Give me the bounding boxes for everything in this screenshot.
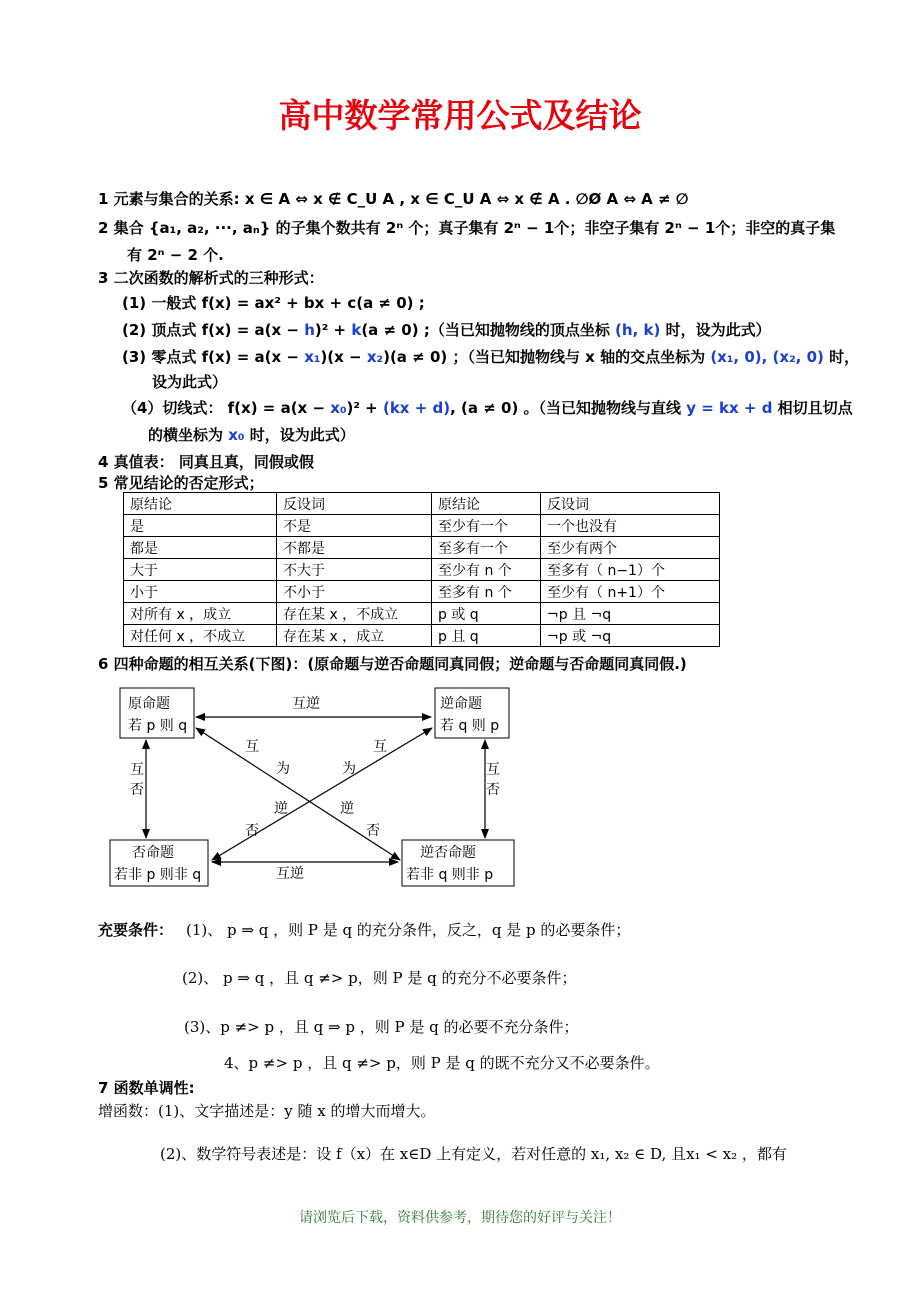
item-2-cont: 有 2ⁿ − 2 个. — [127, 246, 224, 264]
table-cell: 不是 — [277, 515, 432, 537]
label-left-1: 互 — [130, 762, 144, 778]
table-cell: 至少有 n 个 — [432, 559, 541, 581]
label-diag-7: 逆 — [340, 801, 354, 817]
box-converse-title: 逆命题 — [440, 696, 482, 712]
box-original-text: 若 p 则 q — [128, 718, 188, 734]
table-row — [124, 537, 720, 559]
table-cell: 不都是 — [277, 537, 432, 559]
item-3-4: （4）切线式： f(x) = a(x − x₀)² + (kx + d), (a ≠ 0) 。（当已知抛物线与直线 y = kx + d 相切且切点 — [122, 399, 853, 417]
table-cell: 至少有（ n+1）个 — [541, 581, 720, 603]
table-cell: 至多有 n 个 — [432, 581, 541, 603]
item-3-2: (2) 顶点式 f(x) = a(x − h)² + k(a ≠ 0) ;（当已知抛物线的顶点坐标 (h, k) 时，设为此式） — [122, 321, 771, 339]
negation-table — [123, 492, 720, 647]
table-cell: 不小于 — [277, 581, 432, 603]
arrow-diagonal-1 — [196, 728, 400, 860]
label-diag-1: 互 — [245, 739, 259, 755]
item-2: 2 集合 {a₁, a₂, ···, aₙ} 的子集个数共有 2ⁿ 个；真子集有 2ⁿ − 1个；非空子集有 2ⁿ − 1个；非空的真子集 — [98, 219, 836, 237]
table-cell: 不大于 — [277, 559, 432, 581]
item-3: 3 二次函数的解析式的三种形式： — [98, 269, 324, 287]
table-row — [124, 625, 720, 647]
label-diag-3: 逆 — [274, 801, 288, 817]
table-row — [124, 515, 720, 537]
table-cell: ¬p 且 ¬q — [541, 603, 720, 625]
table-cell: 至少有两个 — [541, 537, 720, 559]
table-cell: p 或 q — [432, 603, 541, 625]
box-converse-text: 若 q 则 p — [440, 718, 500, 734]
table-cell: 至多有一个 — [432, 537, 541, 559]
label-diag-4: 否 — [245, 823, 259, 839]
condition-3: (3)、p ≠> p ，且 q ⇒ p ，则 P 是 q 的必要不充分条件； — [184, 1018, 579, 1036]
four-propositions-diagram — [100, 680, 530, 895]
box-inverse-title: 否命题 — [132, 845, 174, 861]
table-row — [124, 559, 720, 581]
table-cell: 原结论 — [124, 493, 277, 515]
condition-2: (2)、 p ⇒ q ，且 q ≠> p，则 P 是 q 的充分不必要条件； — [182, 969, 577, 987]
table-row — [124, 603, 720, 625]
label-left-2: 否 — [130, 782, 144, 798]
table-cell: 存在某 x ，不成立 — [277, 603, 432, 625]
table-cell: 大于 — [124, 559, 277, 581]
table-cell: 小于 — [124, 581, 277, 603]
condition-heading: 充要条件： — [98, 921, 174, 939]
item-3-4-cont: 的横坐标为 x₀ 时，设为此式） — [148, 426, 355, 444]
item-5: 5 常见结论的否定形式； — [98, 474, 264, 492]
table-cell: 至少有一个 — [432, 515, 541, 537]
table-cell: 是 — [124, 515, 277, 537]
label-diag-8: 否 — [366, 823, 380, 839]
table-cell: ¬p 或 ¬q — [541, 625, 720, 647]
label-right-1: 互 — [486, 762, 500, 778]
table-row — [124, 581, 720, 603]
item-7-1: 增函数：(1)、文字描述是：y 随 x 的增大而增大。 — [98, 1102, 436, 1120]
item-1: 1 元素与集合的关系: x ∈ A ⇔ x ∉ C_U A , x ∈ C_U A ⇔ x ∉ A . ∅Ø A ⇔ A ≠ ∅ — [98, 190, 689, 208]
item-7: 7 函数单调性: — [98, 1079, 195, 1097]
box-inverse-text: 若非 p 则非 q — [114, 867, 202, 883]
label-diag-6: 为 — [342, 761, 356, 777]
footer-note: 请浏览后下载，资料供参考，期待您的好评与关注！ — [299, 1210, 621, 1226]
item-3-3: (3) 零点式 f(x) = a(x − x₁)(x − x₂)(a ≠ 0) ；（当已知抛物线与 x 轴的交点坐标为 (x₁, 0), (x₂, 0) 时， — [122, 348, 860, 366]
box-contrapositive-title: 逆否命题 — [420, 845, 476, 861]
table-cell: 对任何 x ，不成立 — [124, 625, 277, 647]
label-right-2: 否 — [486, 782, 500, 798]
condition-1: (1)、 p ⇒ q ，则 P 是 q 的充分条件，反之，q 是 p 的必要条件； — [186, 921, 631, 939]
box-original-title: 原命题 — [128, 696, 170, 712]
label-converse-bottom: 互逆 — [276, 866, 304, 882]
table-cell: 反设词 — [277, 493, 432, 515]
table-cell: 对所有 x ，成立 — [124, 603, 277, 625]
table-cell: 都是 — [124, 537, 277, 559]
table-cell: 原结论 — [432, 493, 541, 515]
label-converse-top: 互逆 — [292, 696, 320, 712]
table-cell: p 且 q — [432, 625, 541, 647]
label-diag-2: 为 — [276, 761, 290, 777]
table-cell: 反设词 — [541, 493, 720, 515]
item-4: 4 真值表： 同真且真，同假或假 — [98, 453, 314, 471]
item-3-1: (1) 一般式 f(x) = ax² + bx + c(a ≠ 0) ; — [122, 294, 425, 312]
item-6: 6 四种命题的相互关系(下图)：(原命题与逆否命题同真同假；逆命题与否命题同真同假.) — [98, 655, 687, 673]
page-title: 高中数学常用公式及结论 — [278, 96, 642, 135]
item-7-2: (2)、数学符号表述是：设 f（x）在 x∈D 上有定义，若对任意的 x₁, x₂ ∈ D, 且x₁ < x₂ ，都有 — [160, 1145, 787, 1163]
box-contrapositive-text: 若非 q 则非 p — [406, 867, 494, 883]
table-cell: 存在某 x ，成立 — [277, 625, 432, 647]
condition-4: 4、p ≠> p ，且 q ≠> p，则 P 是 q 的既不充分又不必要条件。 — [224, 1054, 660, 1072]
table-cell: 一个也没有 — [541, 515, 720, 537]
item-3-3-cont: 设为此式） — [152, 373, 228, 391]
table-cell: 至多有（ n−1）个 — [541, 559, 720, 581]
label-diag-5: 互 — [373, 739, 387, 755]
table-row — [124, 493, 720, 515]
